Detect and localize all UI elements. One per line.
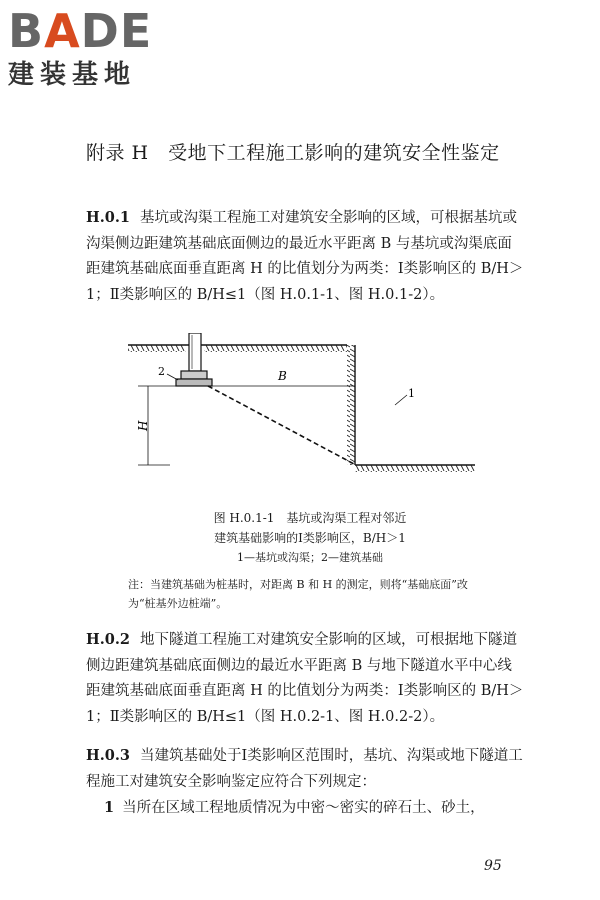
clause-h01-number: H.0.1 bbox=[86, 209, 130, 226]
page-number: 95 bbox=[484, 858, 502, 874]
figure-h01-1 bbox=[120, 333, 480, 503]
clause-h03 bbox=[86, 743, 526, 795]
clause-h02-text: 地下隧道工程施工对建筑安全影响的区域，可根据地下隧道侧边距建筑基础底面侧边的最近水平距离 B 与地下隧道水平中心线距建筑基础底面垂直距离 H 的比值划分为两类：Ⅰ类影响区的 B/H＞1；Ⅱ类影响区的 B/H≤1（图 H.0.2-1、图 H.0.2-2）。 bbox=[86, 632, 524, 725]
caption-line-2: 建筑基础影响的Ⅰ类影响区，B/H＞1 bbox=[214, 531, 406, 545]
label-h: H bbox=[136, 420, 150, 431]
label-foundation-2: 2 bbox=[158, 365, 165, 378]
clause-h01 bbox=[86, 205, 526, 308]
logo-brand-de: DE bbox=[80, 4, 153, 58]
label-b: B bbox=[278, 369, 287, 383]
leader-line-1 bbox=[395, 395, 407, 405]
clause-h03-text: 当建筑基础处于Ⅰ类影响区范围时，基坑、沟渠或地下隧道工程施工对建筑安全影响鉴定应符合下列规定： bbox=[86, 748, 523, 790]
ground-surface bbox=[128, 345, 347, 352]
figure-caption bbox=[120, 508, 500, 568]
leader-line-2 bbox=[167, 374, 178, 380]
clause-h02-number: H.0.2 bbox=[86, 631, 130, 648]
influence-boundary-line bbox=[208, 386, 354, 464]
clause-h02 bbox=[86, 627, 526, 730]
item-1-text: 当所在区域工程地质情况为中密～密实的碎石土、砂土， bbox=[122, 800, 485, 816]
clause-h03-item-1 bbox=[86, 795, 526, 822]
clause-h03-number: H.0.3 bbox=[86, 747, 130, 764]
figure-note: 注：当建筑基础为桩基时，对距离 B 和 H 的测定，则将“基础底面”改为“桩基外边桩端”。 bbox=[128, 578, 468, 610]
logo-brand-text bbox=[8, 6, 152, 56]
logo-subtitle: 建装基地 bbox=[8, 60, 137, 90]
building-foundation bbox=[176, 333, 212, 386]
logo-brand-b: B bbox=[8, 4, 45, 58]
caption-legend: 1—基坑或沟渠；2—建筑基础 bbox=[237, 551, 383, 564]
clause-h01-text: 基坑或沟渠工程施工对建筑安全影响的区域，可根据基坑或沟渠侧边距建筑基础底面侧边的最近水平距离 B 与基坑或沟渠底面距建筑基础底面垂直距离 H 的比值划分为两类：Ⅰ类影响区的 B/H＞1；Ⅱ类影响区的 B/H≤1（图 H.0.1-1、图 H.0.1-2）。 bbox=[86, 210, 524, 303]
pit-bottom bbox=[355, 465, 475, 472]
appendix-title: 附录 H 受地下工程施工影响的建筑安全性鉴定 bbox=[86, 142, 500, 164]
label-pit-1: 1 bbox=[408, 387, 415, 400]
logo-brand-a-mark: A bbox=[44, 4, 81, 58]
pit-left-wall bbox=[347, 345, 355, 465]
publisher-logo bbox=[8, 6, 152, 90]
item-1-number: 1 bbox=[104, 799, 115, 816]
caption-line-1: 图 H.0.1-1 基坑或沟渠工程对邻近 bbox=[213, 511, 407, 525]
